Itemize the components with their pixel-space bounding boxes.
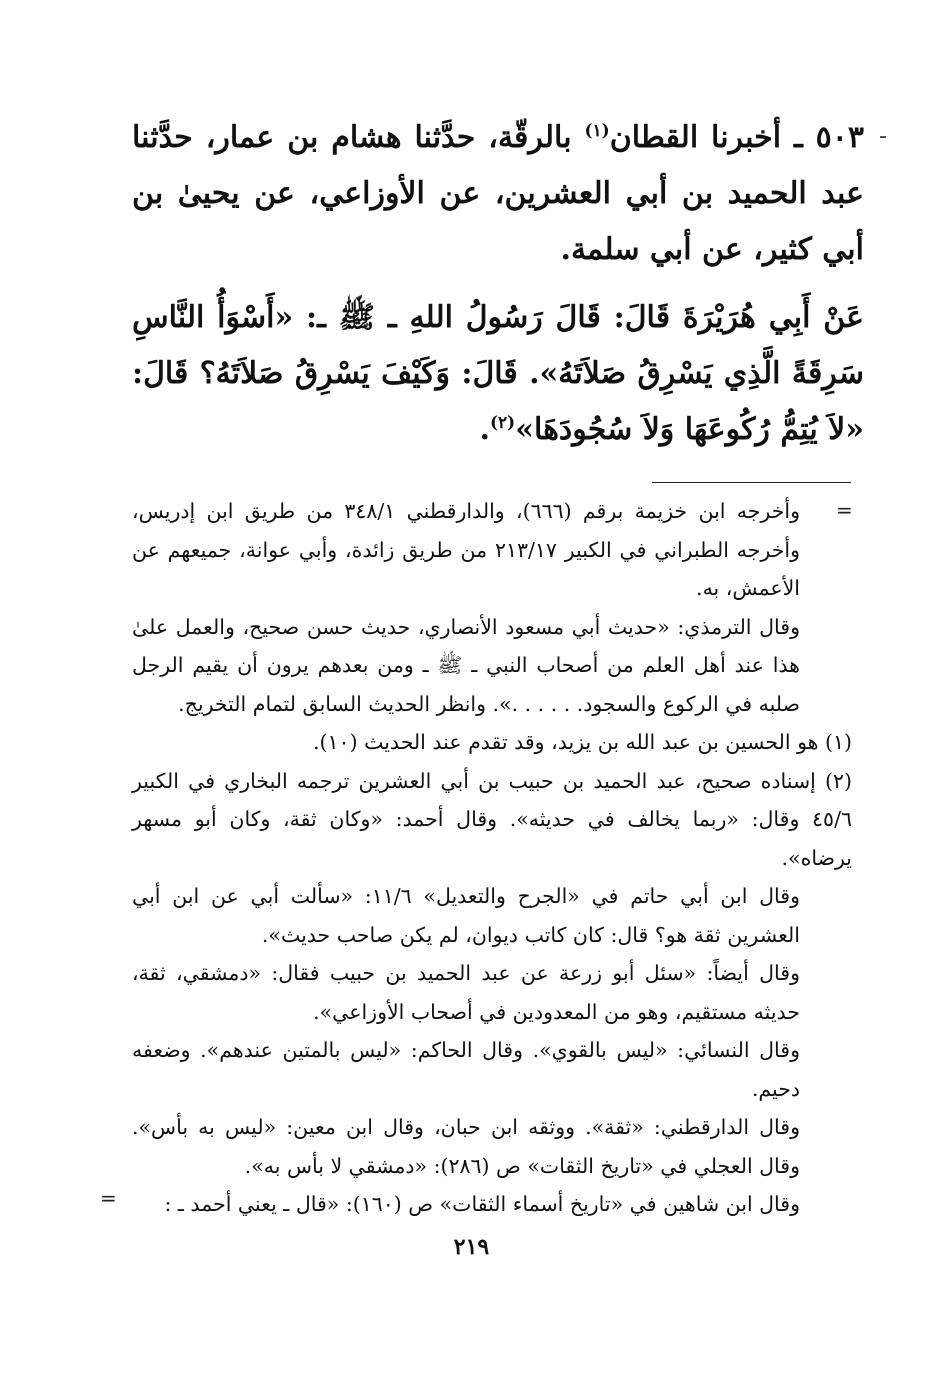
footnote-2-para-5: وقال الدارقطني: «ثقة». ووثقه ابن حبان، وقال ابن معين: «ليس به بأس». وقال العجلي في «تاريخ الثقات» ص (٢٨٦): «دمشقي لا بأس به». xyxy=(132,1115,800,1178)
footnote-2-para-6: وقال ابن شاهين في «تاريخ أسماء الثقات» ص (١٦٠): «قال ـ يعني أحمد ـ : xyxy=(164,1192,800,1216)
continuation-mark-top: = xyxy=(836,498,853,522)
footnotes-block xyxy=(132,492,852,1224)
isnad-text-2: بالرقّة، حدَّثنا هشام بن عمار، حدَّثنا عبد الحميد بن أبي العشرين، عن الأوزاعي، عن يحيىٰ بن أبي كثير، عن أبي سلمة. xyxy=(132,120,864,267)
footnote-2-para-4: وقال النسائي: «ليس بالقوي». وقال الحاكم: «ليس بالمتين عندهم». وضعفه دحيم. xyxy=(132,1038,800,1101)
matn-end: . xyxy=(479,412,490,447)
footnote-ref-1: (١) xyxy=(584,121,610,141)
continuation-mark-bottom: = xyxy=(100,1186,117,1210)
isnad-text-1: أخبرنا القطان xyxy=(609,120,782,155)
hadith-matn xyxy=(132,290,864,458)
footnote-2-para-3: وقال أيضاً: «سئل أبو زرعة عن عبد الحميد بن حبيب فقال: «دمشقي، ثقة، حديثه مستقيم، وهو من المعدودين في أصحاب الأوزاعي». xyxy=(132,961,800,1024)
footnote-continuation-2: وقال الترمذي: «حديث أبي مسعود الأنصاري، حديث حسن صحيح، والعمل علىٰ هذا عند أهل العلم من أصحاب النبي ـ ﷺ ـ ومن بعدهم يرون أن يقيم الرجل صلبه في الركوع والسجود. . . . . .». وانظر الحديث السابق لتمام التخريج. xyxy=(132,614,800,716)
margin-mark: - xyxy=(879,124,887,149)
footnote-1: (١) هو الحسين بن عبد الله بن يزيد، وقد تقدم عند الحديث (١٠). xyxy=(313,730,852,754)
hadith-block xyxy=(132,110,864,458)
hadith-isnad xyxy=(132,110,864,278)
hadith-number: ٥٠٣ ـ xyxy=(793,120,865,155)
footnote-ref-2: (٢) xyxy=(489,413,516,433)
footnote-2-para-1: (٢) إسناده صحيح، عبد الحميد بن حبيب بن أبي العشرين ترجمه البخاري في الكبير ٤٥/٦ وقال: «ربما يخالف في حديثه». وقال أحمد: «وكان ثقة، وكان أبو مسهر يرضاه». xyxy=(132,768,852,870)
footnote-continuation-1: وأخرجه ابن خزيمة برقم (٦٦٦)، والدارقطني ٣٤٨/١ من طريق ابن إدريس، وأخرجه الطبراني في الكبير ٢١٣/١٧ من طريق زائدة، وأبي عوانة، جميعهم عن الأعمش، به. xyxy=(132,499,801,600)
footnote-2-para-2: وقال ابن أبي حاتم في «الجرح والتعديل» ١١/٦: «سألت أبي عن ابن أبي العشرين ثقة هو؟ قال: كان كاتب ديوان، لم يكن صاحب حديث». xyxy=(132,884,800,947)
footnote-separator xyxy=(652,482,851,483)
page-number: ٢١٩ xyxy=(453,1234,490,1260)
matn-text: عَنْ أَبِي هُرَيْرَةَ قَالَ: قَالَ رَسُولُ اللهِ ـ ﷺ ـ: «أَسْوَأُ النَّاسِ سَرِقَةً الَّذِي يَسْرِقُ صَلاَتَهُ». قَالَ: وَكَيْفَ يَسْرِقُ صَلاَتَهُ؟ قَالَ: «لاَ يُتِمُّ رُكُوعَهَا وَلاَ سُجُودَهَا» xyxy=(132,300,864,447)
